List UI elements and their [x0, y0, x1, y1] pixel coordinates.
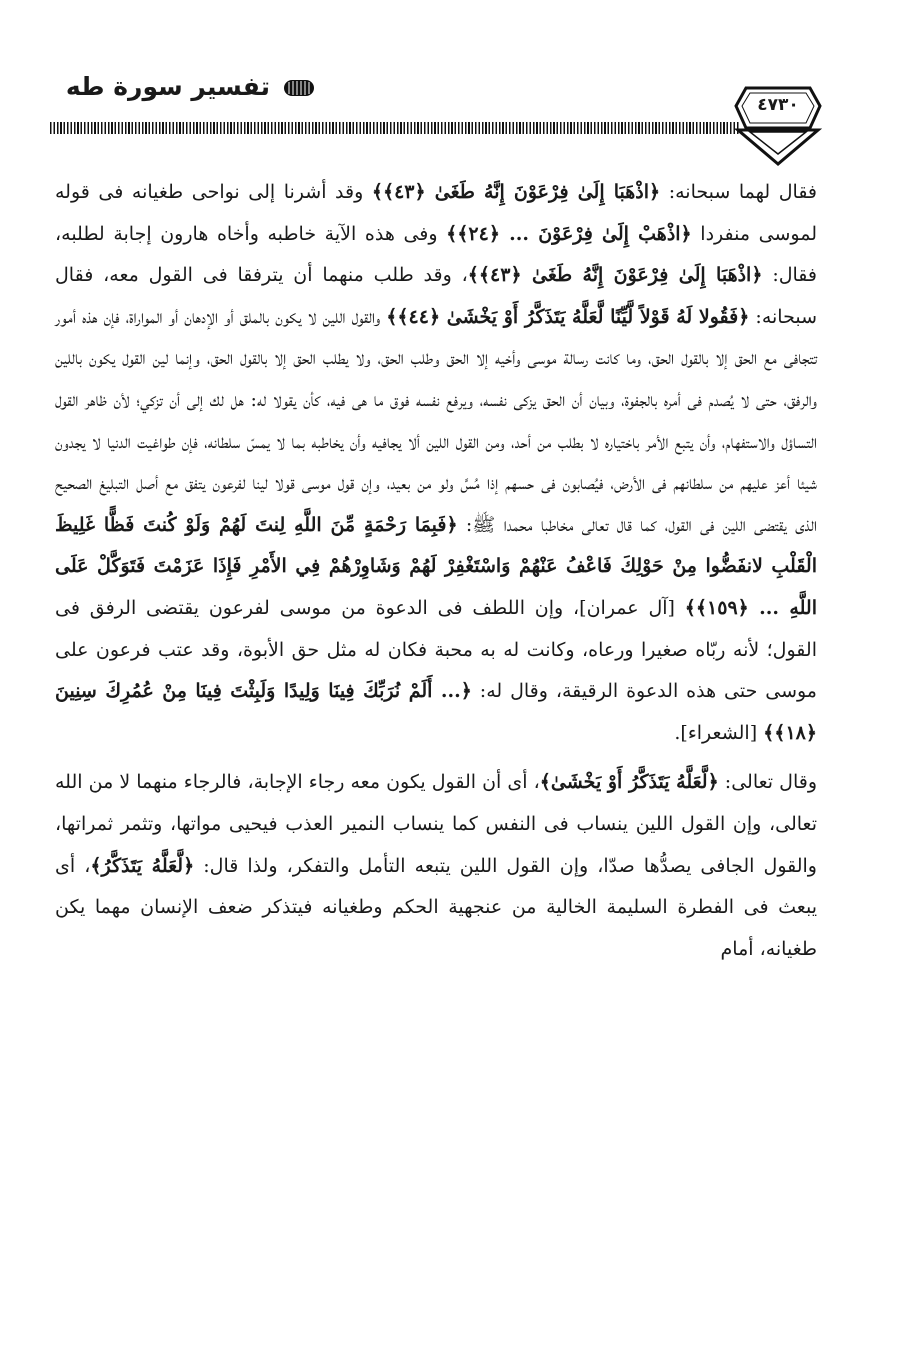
text-segment: والقول اللين لا يكون بالملق أو الإدهان أو المواراة، فإن هذه أمور تتجافى مع الحق إلا بالقول الحق، وما كانت رسالة موسى وأخيه إلا الحق وطلب الحق، ولا يطلب الحق إلا بالقول الحق، وإنما لين القول يكون باللين والرفق، حتى لا يُصدم فى أمره بالجفوة، وبيان أن الحق يزكى نفسه، ويرفع نفسه فوق ما هى فيه، كأن يقولا له: هل لك إلى أن تزكي؛ لأن ظاهر القول التساؤل والاستفهام، وأن يتبع الأمر باختياره لا بطلب من أحد، ومن القول اللين ألا يجافيه وأن يخاطبه بما لا يمسّ سلطانه، فإن طواغيت الدنيا لا يجدون شيئا أعز عليهم من سلطانهم فى الأرض، فيُصابون فى حسهم إذا مُسَّ ولو من بعيد، وإن قول موسى قولا لينا لفرعون يتفق مع أصل التبليغ الصحيح الذى يقتضى اللين فى القول، كما قال تعالى مخاطبا محمدا ﷺ:: [55, 305, 817, 536]
text-segment: [آل عمران]، وإن اللطف فى الدعوة من موسى لفرعون يقتضى الرفق فى القول؛ لأنه ربّاه صغيرا ورعاه، وكانت له به محبة فكان له مثل حق الأبوة، وقد عتب فرعون على موسى حتى هذه الدعوة الرقيقة، وقال له:: [55, 596, 817, 703]
paragraph-2: [55, 762, 817, 970]
text-segment: وقال تعالى:: [718, 771, 818, 794]
quran-quote: ﴿اذْهَبْ إِلَىٰ فِرْعَوْنَ ... ﴿٢٤﴾﴾: [446, 222, 692, 245]
text-segment: فقال لهما سبحانه:: [660, 181, 818, 203]
quran-quote: ﴿لَّعَلَّهُ يَتَذَكَّرُ﴾: [90, 854, 195, 877]
paragraph-1: [55, 172, 817, 754]
ornament-icon: [283, 77, 315, 99]
page-number: ٤٧٣٠: [757, 95, 799, 115]
header-rule: [50, 122, 740, 134]
text-segment: وفى هذه الآية خاطبه وأخاه هارون إجابة لطلبه، فقال:: [55, 222, 818, 287]
text-segment: ، أى أن القول يكون معه رجاء الإجابة، فالرجاء منهما لا من الله تعالى، وإن القول اللين ينساب فى النفس كما ينساب النمير العذب فيحيى مواتها، وتثمر ثمراتها، والقول الجافى يصدُّها صدّا، وإن القول اللين يتبعه التأمل والتفكر، ولذا قال:: [55, 771, 817, 877]
quran-quote: ﴿فَبِمَا رَحْمَةٍ مِّنَ اللَّهِ لِنتَ لَهُمْ وَلَوْ كُنتَ فَظًّا غَلِيظَ الْقَلْبِ لانفَضُّوا مِنْ حَوْلِكَ فَاعْفُ عَنْهُمْ وَاسْتَغْفِرْ لَهُمْ وَشَاوِرْهُمْ فِي الأَمْرِ فَإِذَا عَزَمْتَ فَتَوَكَّلْ عَلَى اللَّهِ ... ﴿١٥٩﴾﴾: [55, 513, 817, 619]
body-text: [55, 172, 817, 970]
quran-quote: ﴿لَّعَلَّهُ يَتَذَكَّرُ أَوْ يَخْشَىٰ﴾: [539, 771, 719, 794]
quran-quote: ﴿اذْهَبَا إِلَىٰ فِرْعَوْنَ إِنَّهُ طَغَىٰ ﴿٤٣﴾﴾: [467, 264, 763, 287]
quran-quote: ﴿فَقُولا لَهُ قَوْلاً لَّيِّنًا لَّعَلَّهُ يَتَذَكَّرُ أَوْ يَخْشَىٰ ﴿٤٤﴾﴾: [386, 305, 750, 328]
text-segment: [الشعراء].: [674, 721, 764, 744]
quran-quote: ﴿اذْهَبَا إِلَىٰ فِرْعَوْنَ إِنَّهُ طَغَىٰ ﴿٤٣﴾﴾: [371, 181, 661, 203]
text-segment: ، وقد طلب منهما أن يترفقا فى القول معه، فقال سبحانه:: [55, 264, 818, 328]
page-header: [0, 0, 909, 170]
text-segment: ، أى يبعث فى الفطرة السليمة الخالية من عنجهية الحكم وطغيانه فيتذكر ضعف الإنسان مهما يكن طغيانه، أمام: [55, 854, 817, 960]
quran-quote: ﴿... أَلَمْ نُرَبِّكَ فِينَا وَلِيدًا وَلَبِثْتَ فِينَا مِنْ عُمُرِكَ سِنِينَ ﴿١٨﴾﴾: [55, 680, 817, 744]
page-title: تفسير سورة طه: [65, 72, 270, 101]
text-segment: وقد أشرنا إلى نواحى طغيانه فى قوله لموسى منفردا: [55, 181, 817, 245]
